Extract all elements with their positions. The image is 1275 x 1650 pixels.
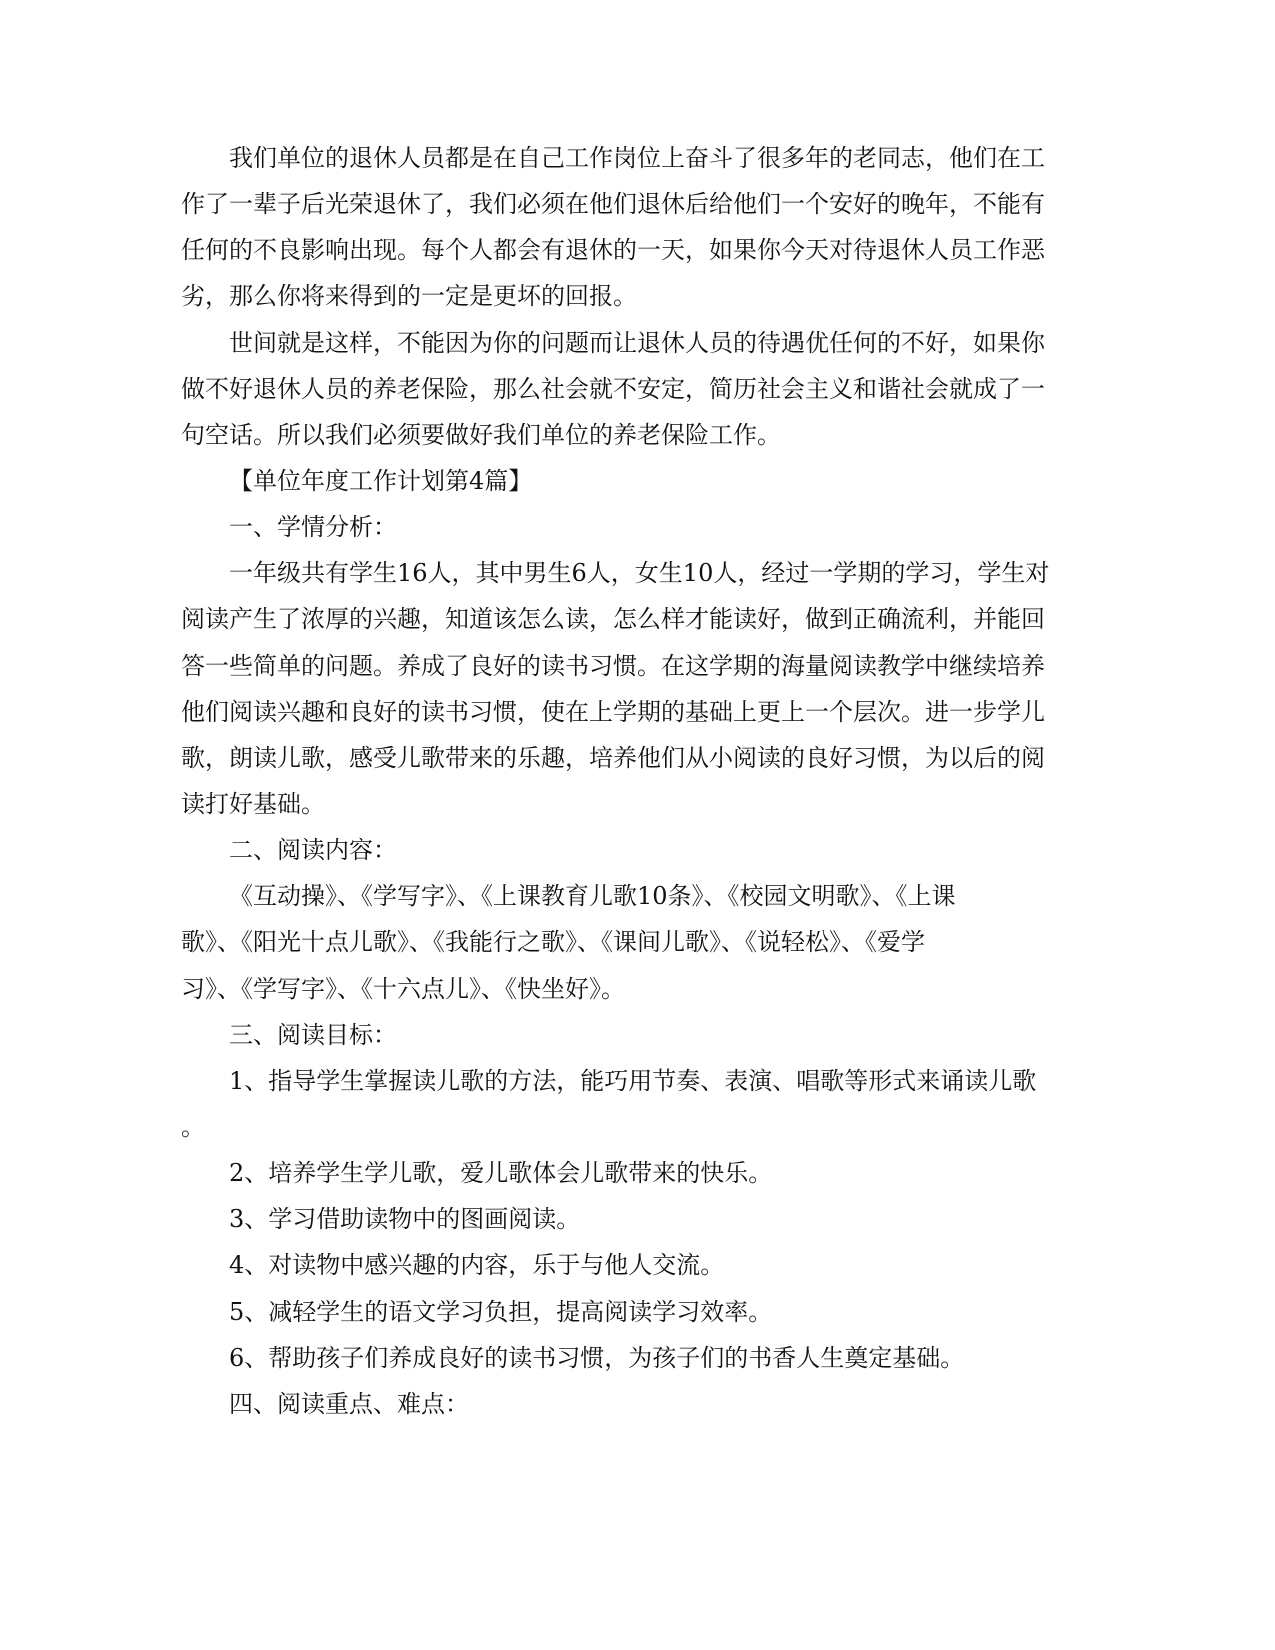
heading-reading-key-points: 四、阅读重点、难点： (229, 1390, 469, 1418)
paragraph-analysis-line-3: 答一些简单的问题。养成了良好的读书习惯。在这学期的海量阅读教学中继续培养 (181, 652, 1045, 680)
paragraph-retirees-line-3: 任何的不良影响出现。每个人都会有退休的一天，如果你今天对待退休人员工作恶 (181, 236, 1045, 264)
paragraph-analysis-line-6: 读打好基础。 (181, 790, 325, 818)
heading-reading-content: 二、阅读内容： (229, 836, 397, 864)
goal-1-line-2: 。 (181, 1113, 205, 1141)
heading-reading-goals: 三、阅读目标： (229, 1021, 397, 1049)
goal-1-line-1: 1、指导学生掌握读儿歌的方法，能巧用节奏、表演、唱歌等形式来诵读儿歌 (229, 1067, 1037, 1095)
section-heading-plan-4: 【单位年度工作计划第4篇】 (229, 467, 533, 495)
paragraph-world-line-3: 句空话。所以我们必须要做好我们单位的养老保险工作。 (181, 421, 781, 449)
paragraph-content-line-3: 习》、《学写字》、《十六点儿》、《快坐好》。 (181, 975, 625, 1003)
paragraph-analysis-line-4: 他们阅读兴趣和良好的读书习惯，使在上学期的基础上更上一个层次。进一步学儿 (181, 698, 1045, 726)
paragraph-retirees-line-4: 劣，那么你将来得到的一定是更坏的回报。 (181, 282, 637, 310)
paragraph-content-line-2: 歌》、《阳光十点儿歌》、《我能行之歌》、《课间儿歌》、《说轻松》、《爱学 (181, 928, 925, 956)
goal-5: 5、减轻学生的语文学习负担，提高阅读学习效率。 (229, 1298, 773, 1326)
goal-2: 2、培养学生学儿歌，爱儿歌体会儿歌带来的快乐。 (229, 1159, 773, 1187)
paragraph-retirees-line-1: 我们单位的退休人员都是在自己工作岗位上奋斗了很多年的老同志，他们在工 (229, 144, 1045, 172)
heading-learning-analysis: 一、学情分析： (229, 513, 397, 541)
goal-4: 4、对读物中感兴趣的内容，乐于与他人交流。 (229, 1251, 725, 1279)
goal-3: 3、学习借助读物中的图画阅读。 (229, 1205, 581, 1233)
paragraph-world-line-1: 世间就是这样，不能因为你的问题而让退休人员的待遇优任何的不好，如果你 (229, 329, 1045, 357)
goal-6: 6、帮助孩子们养成良好的读书习惯，为孩子们的书香人生奠定基础。 (229, 1344, 965, 1372)
paragraph-analysis-line-2: 阅读产生了浓厚的兴趣，知道该怎么读，怎么样才能读好，做到正确流利，并能回 (181, 605, 1045, 633)
paragraph-retirees-line-2: 作了一辈子后光荣退休了，我们必须在他们退休后给他们一个安好的晚年，不能有 (181, 190, 1045, 218)
paragraph-analysis-line-1: 一年级共有学生16人，其中男生6人，女生10人，经过一学期的学习，学生对 (229, 559, 1050, 587)
paragraph-world-line-2: 做不好退休人员的养老保险，那么社会就不安定，简历社会主义和谐社会就成了一 (181, 375, 1045, 403)
paragraph-analysis-line-5: 歌，朗读儿歌，感受儿歌带来的乐趣，培养他们从小阅读的良好习惯，为以后的阅 (181, 744, 1045, 772)
paragraph-content-line-1: 《互动操》、《学写字》、《上课教育儿歌10条》、《校园文明歌》、《上课 (229, 882, 956, 910)
